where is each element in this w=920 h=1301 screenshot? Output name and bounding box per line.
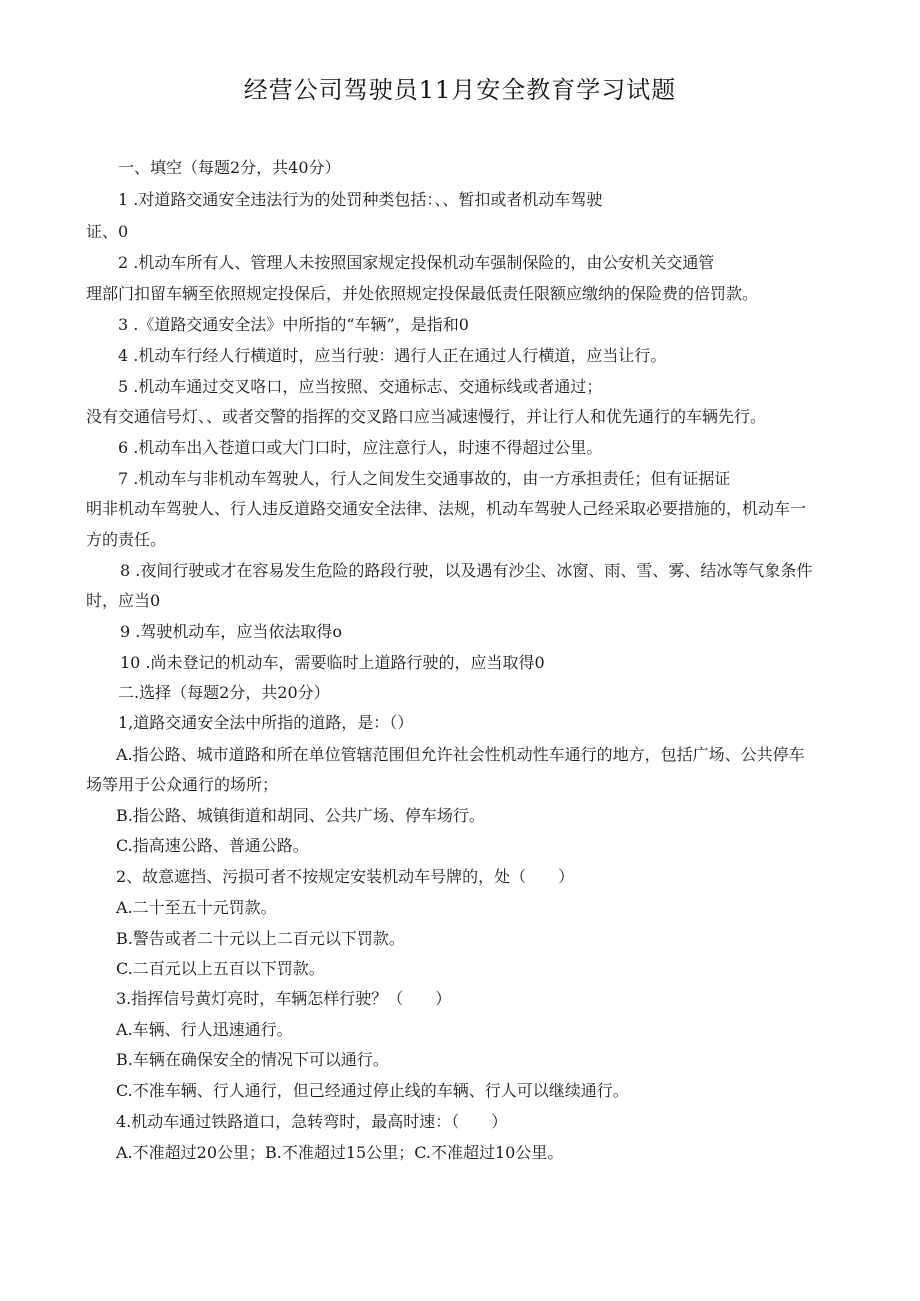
question-line: 3.指挥信号黄灯亮时，车辆怎样行驶？（ ）: [116, 989, 452, 1008]
question-line: 9 .驾驶机动车，应当依法取得o: [120, 622, 342, 641]
question-line: 10 .尚未登记的机动车，需要临时上道路行驶的，应当取得0: [120, 653, 545, 672]
question-line: 明非机动车驾驶人、行人违反道路交通安全法律、法规，机动车驾驶人己经采取必要措施的，机动车一: [86, 499, 807, 518]
option-line: A.二十至五十元罚款。: [116, 898, 277, 917]
question-line: 4 .机动车行经人行横道时，应当行驶：遇行人正在通过人行横道，应当让行。: [118, 346, 667, 365]
question-line: 5 .机动车通过交叉咯口，应当按照、交通标志、交通标线或者通过；: [118, 377, 603, 396]
question-line: 时，应当0: [86, 591, 161, 610]
question-line: 没有交通信号灯、、或者交警的指挥的交叉路口应当减速慢行，并让行人和优先通行的车辆先行。: [86, 407, 767, 426]
option-line: B.车辆在确保安全的情况下可以通行。: [116, 1050, 389, 1069]
question-line: 方的责任。: [86, 530, 167, 549]
option-line: B.指公路、城镇街道和胡同、公共广场、停车场行。: [116, 806, 485, 825]
question-line: 7 .机动车与非机动车驾驶人，行人之间发生交通事故的，由一方承担责任；但有证据证: [118, 469, 731, 488]
option-line: A.不准超过20公里；B.不准超过15公里；C.不准超过10公里。: [116, 1143, 564, 1162]
option-line: C.不准车辆、行人通行，但己经通过停止线的车辆、行人可以继续通行。: [116, 1081, 629, 1100]
question-line: 理部门扣留车辆至依照规定投保后，并处依照规定投保最低责任限额应缴纳的保险费的倍罚款。: [86, 284, 759, 303]
question-line: 1 .对道路交通安全违法行为的处罚种类包括：、、暂扣或者机动车驾驶: [118, 190, 603, 209]
question-line: 2、故意遮挡、污损可者不按规定安装机动车号牌的，处（ ）: [116, 867, 575, 886]
option-line: A.指公路、城市道路和所在单位管辖范围但允许社会性机动性车通行的地方，包括广场、公共停车: [116, 745, 805, 764]
option-line: A.车辆、行人迅速通行。: [116, 1020, 293, 1039]
section-heading-choice: 二.选择（每题2分，共20分）: [118, 683, 330, 702]
question-line: 1,道路交通安全法中所指的道路，是：（）: [118, 713, 414, 732]
option-line: B.警告或者二十元以上二百元以下罚款。: [116, 929, 405, 948]
question-line: 3 .《道路交通安全法》中所指的“车辆”，是指和0: [118, 315, 469, 334]
question-line: 6 .机动车出入苍道口或大门口时，应注意行人，时速不得超过公里。: [118, 438, 603, 457]
option-line: C.指高速公路、普通公路。: [116, 836, 309, 855]
question-line: 8 .夜间行驶或才在容易发生危险的路段行驶，以及遇有沙尘、冰窗、雨、雪、雾、结冰等气象条件: [120, 561, 813, 580]
option-line: 场等用于公众通行的场所；: [86, 775, 279, 794]
section-heading-fill-in: 一、填空（每题2分，共40分）: [118, 158, 341, 177]
document-title: 经营公司驾驶员11月安全教育学习试题: [243, 76, 677, 104]
question-line: 证、0: [86, 222, 129, 241]
option-line: C.二百元以上五百以下罚款。: [116, 959, 325, 978]
question-line: 4.机动车通过铁路道口，急转弯时，最高时速：（ ）: [116, 1112, 508, 1131]
question-line: 2 .机动车所有人、管理人未按照国家规定投保机动车强制保险的，由公安机关交通管: [118, 253, 715, 272]
